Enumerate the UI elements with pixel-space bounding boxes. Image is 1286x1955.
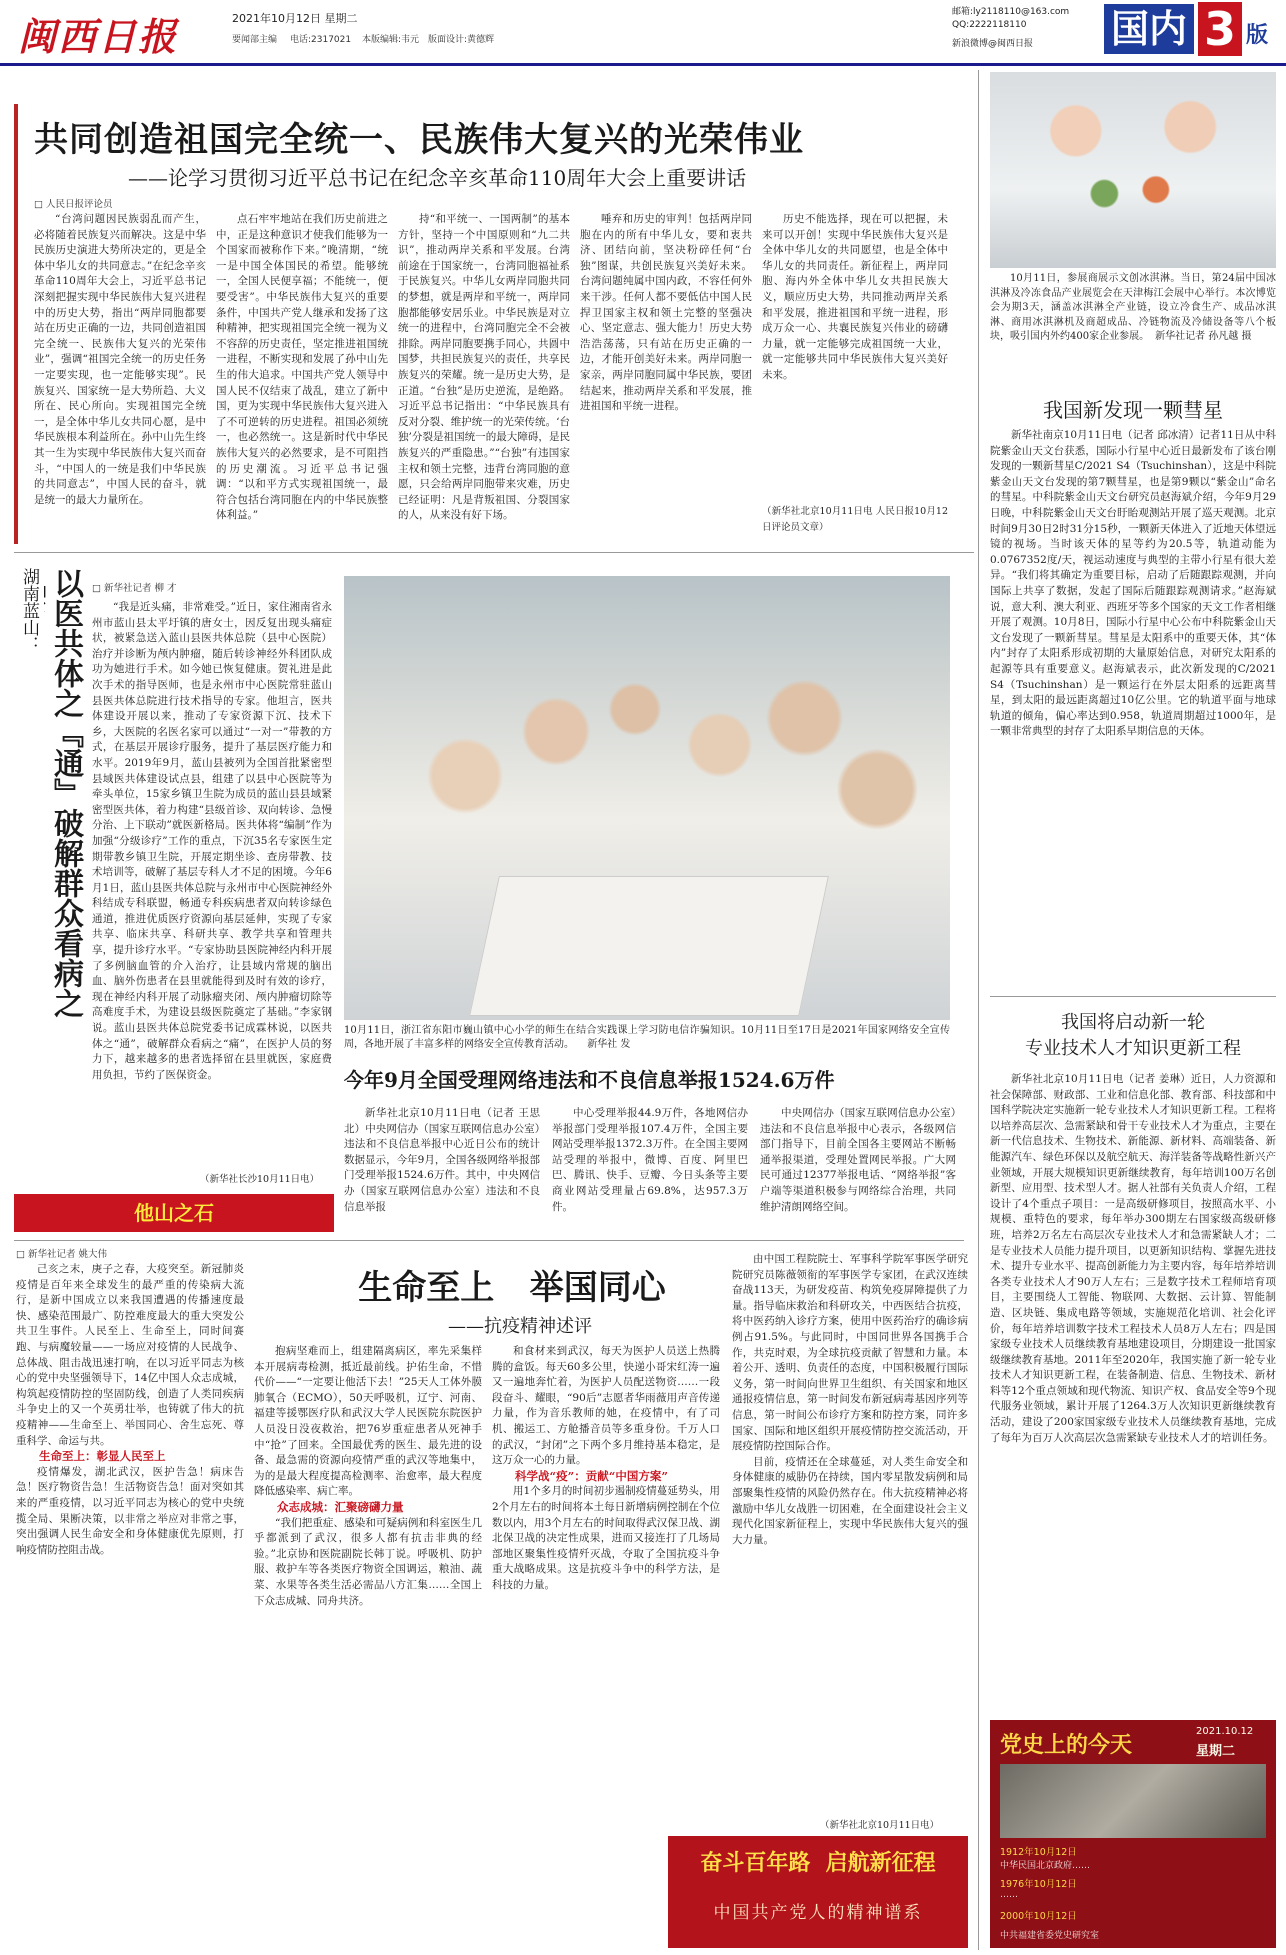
essay-col-4a: 由中国工程院院士、军事科学院军事医学研究院研究员陈薇领衔的军事医学专家团，在武汉连续奋战113天，为研发疫苗、构筑免疫屏障提供了力量。指导临床救治和科研攻关，中西医结合抗疫，将中医药纳入诊疗方案，使用中医药治疗的确诊病例占91.5%。与此同时，中国同世界各国携手合作，共克时艰，为全球抗疫贡献了智慧和力量。本着公开、透明、负责任的态度，中国积极履行国际义务，第一时间向世界卫生组织、有关国家和地区通报疫情信息，第一时间发布新冠病毒基因序列等信息，第一时间公布诊疗方案和防控方案，同许多国家、国际和地区组织开展疫情防控交流活动，开展疫情防控国际合作。 (732, 1253, 968, 1453)
essay-subtitle: ——抗疫精神述评 (448, 1316, 592, 1337)
essay-byline: □ 新华社记者 姚大伟 (16, 1249, 108, 1260)
photo-caption-text: 10月11日，浙江省东阳市巍山镇中心小学的师生在结合实践课上学习防电信诈骗知识。10月11日至17日是2021年国家网络安全宣传周，各地开展了丰富多样的网络安全宣传教育活动。 (344, 1025, 950, 1050)
page-number: 3 (1198, 2, 1242, 56)
lead-col-3 (398, 212, 570, 542)
essay-col-2b: “我们把重症、感染和可疑病例和科室医生几乎都派到了武汉，很多人都有抗击非典的经验。”北京协和医院副院长韩丁说。呼吸机、防护服、救护车等各类医疗物资全国调运，粮油、蔬菜、水果等各类生活必需品八方汇集……全国上下众志成城、同舟共济。 (254, 1516, 482, 1607)
party-history-item-3: 2000年10月12日 (1000, 1911, 1077, 1922)
party-history-item-1: 1912年10月12日 (1000, 1847, 1077, 1858)
essay-sub-3: 科学战“疫”：贡献“中国方案” (515, 1468, 668, 1483)
report-col-2-text: 中心受理举报44.9万件，各地网信办举报部门受理举报107.4万件，全国主要网站受理举报1372.3万件。在全国主要网站受理的举报中，微博、百度、阿里巴巴、腾讯、快手、豆瓣、今日头条等主要商业网站受理量占69.8%，达957.3万件。 (552, 1107, 748, 1213)
main-photo (344, 576, 950, 1020)
other-story-banner-text: 他山之石 (134, 1201, 214, 1225)
editor-2: 电话:2317021 (290, 35, 352, 45)
vertical-kicker: 湖南蓝山： (19, 568, 39, 653)
essay-col-1 (16, 1262, 244, 1948)
essay-source: （新华社北京10月11日电） (820, 1820, 940, 1831)
photo-credit: 新华社 发 (587, 1039, 631, 1050)
party-history-item-2-text: …… (1000, 1890, 1018, 1900)
bottom-ad-line-2: 中国共产党人的精神谱系 (713, 1903, 923, 1923)
comet-title: 我国新发现一颗彗星 (1043, 398, 1223, 422)
essay-col-3a: 和食材来到武汉，每天为医护人员送上热腾腾的盒饭。每天60多公里，快递小哥宋红涛一遍又一遍地奔忙着，为医护人员配送物资……一段段奋斗、耀眼，“90后”志愿者华雨薇用声音传递力量，作为音乐教师的她，在疫情中，有了司机、搬运工、方舱播音员等多重身份。千万人口的武汉，“封闭”之下两个多月维持基本稳定，是这万众一心的力量。 (492, 1345, 720, 1467)
essay-col-1a: 己亥之末，庚子之春，大疫突至。新冠肺炎疫情是百年来全球发生的最严重的传染病大流行，是新中国成立以来我国遭遇的传播速度最快、感染范围最广、防控难度最大的重大突发公共卫生事件。人民至上、生命至上，同时间赛跑、与病魔较量——一场应对疫情的人民战争、总体战、阻击战迅速打响，在以习近平同志为核心的党中央坚强领导下，14亿中国人众志成城，构筑起疫情防控的坚固防线，创造了人类同疾病斗争史上的又一个英勇壮举，也铸就了伟大的抗疫精神——生命至上、举国同心、舍生忘死、尊重科学、命运与共。 (16, 1263, 244, 1447)
lead-article (14, 104, 974, 544)
divider-lead (14, 552, 974, 553)
party-history-weekday: 星期二 (1196, 1744, 1236, 1759)
newspaper-logo: 闽西日报 (18, 14, 179, 56)
essay-col-2 (254, 1344, 482, 1948)
essay-col-1b: 疫情爆发，湖北武汉，医护告急！病床告急！医疗物资告急！生活物资告急！面对突如其来的严重疫情，以习近平同志为核心的党中央统揽全局、果断决策，以非常之举应对非常之事，突出强调人民生命安全和身体健康优先原则，打响疫情防控阻击战。 (16, 1465, 244, 1556)
party-history-photo (1000, 1764, 1266, 1838)
essay-title: 生命至上 举国同心 (358, 1268, 666, 1308)
party-history-title: 党史上的今天 (1000, 1732, 1133, 1758)
essay-sub-2: 众志成城：汇聚磅礴力量 (277, 1499, 404, 1514)
photo-poster-board (469, 876, 829, 1016)
vertical-body (92, 600, 332, 1170)
essay-col-4b: 目前，疫情还在全球蔓延，对人类生命安全和身体健康的威胁仍在持续，国内零星散发病例和局部聚集性疫情的风险仍然存在。伟大抗疫精神必将激励中华儿女战胜一切困难，在全面建设社会主义现代化国家新征程上，实现中华民族伟大复兴的强大力量。 (732, 1455, 968, 1546)
photo-icecream-scene (990, 72, 1276, 268)
divider-right-1 (990, 996, 1276, 997)
lead-col-3-text: 持“和平统一、一国两制”的基本方针，坚持一个中国原则和“九二共识”，推动两岸关系和平发展。台湾前途在于国家统一，台湾同胞福祉系于民族复兴。中华儿女两岸同胞共同的梦想，就是两岸和平统一，两岸同胞都能够安居乐业。中华民族是对立统一的进程中，台湾同胞完全不会被排除。两岸同胞要携手同心，共圆中国梦，共担民族复兴的责任，共享民族复兴的荣耀。统一是历史大势，是正道。“台独”是历史逆流，是绝路。习近平总书记指出：“中华民族具有反对分裂、维护统一的光荣传统。‘台独’分裂是祖国统一的最大障碍，是民族复兴的严重隐患。”“台独”有违国家主权和领土完整，违背台湾同胞的意愿，只会给两岸同胞带来灾难，历史已经证明：凡是背叛祖国、分裂国家的人，从来没有好下场。 (398, 213, 570, 522)
report-title: 今年9月全国受理网络违法和不良信息举报1524.6万件 (344, 1068, 835, 1092)
report-col-1-text: 新华社北京10月11日电（记者 王思北）中央网信办（国家互联网信息办公室）违法和不良信息举报中心近日公布的统计数据显示，今年9月，全国各级网络举报部门受理举报1524.6万件。其中，中央网信办（国家互联网信息办公室）违法和不良信息举报 (344, 1107, 540, 1213)
comet-body (990, 428, 1276, 988)
right-top-caption-text: 10月11日，参展商展示文创冰淇淋。当日，第24届中国冰淇淋及冷冻食品产业展览会在天津梅江会展中心举行。本次博览会为期3天，涵盖冰淇淋全产业链，设立冷食生产、成品冰淇淋、商用冰淇淋机及商超成品、冷链物流及冷储设备等八个板块，吸引国内外约400家企业参展。 新华社记者 孙凡越 摄 (990, 273, 1276, 342)
party-history-footer: 中共福建省委党史研究室 (1000, 1931, 1100, 1941)
lead-col-2 (216, 212, 388, 542)
essay-col-4 (732, 1252, 968, 1812)
section-name: 国内 (1104, 4, 1194, 54)
vertical-body-text: “我是近头痛，非常难受。”近日，家住湘南省永州市蓝山县太平圩镇的唐女士，因反复出现头痛症状，被紧急送入蓝山县医共体总院（县中心医院）治疗并诊断为颅内肿瘤，随后转诊神经外科团队成功为她进行手术。如今她已恢复健康。贺礼进是此次手术的指导医师，也是永州市中心医院常驻蓝山县医共体总院进行技术指导的专家。他坦言，医共体建设开展以来，推动了专家资源下沉、技术下乡，大医院的名医名家可以通过“一对一”带教的方式，在基层开展诊疗服务，提升了基层医疗能力和水平。2019年9月，蓝山县被列为全国首批紧密型县域医共体建设试点县，组建了以县中心医院等为牵头单位，15家乡镇卫生院为成员的蓝山县县域紧密型医共体，着力构建“县级首诊、双向转诊、急慢分治、上下联动”就医新格局。医共体将“编制”作为加强“分级诊疗”工作的重点，下沉35名专家医生定期带教乡镇卫生院，开展定期坐诊、查房带教、技术培训等，破解了基层专科人才不足的困境。今年6月1日，蓝山县医共体总院与永州市中心医院神经外科结成专科联盟，畅通专科疾病患者双向转诊绿色通道，推进优质医疗资源向基层延伸，实现了专家共享、临床共享、科研共享、教学共享和管理共享，提升诊疗水平。“专家协助县医院神经内科开展了多例脑血管的介入治疗，让县域内常规的脑出血、脑外伤患者在县里就能得到及时有效的诊疗，现在神经内科开展了动脉瘤夹闭、颅内肿瘤切除等高难度手术，为建设县级医院奠定了基础。”李家钢说。蓝山县医共体总院党委书记成霖林说，以医共体之“通”，破解群众看病之“痛”，在医护人员的努力下，越来越多的患者选择留在县里就医，家庭费用负担，节约了医保资金。 (92, 601, 332, 1081)
essay-col-3 (492, 1344, 720, 1804)
lead-byline: □ 人民日报评论员 (34, 199, 113, 210)
divider-mid (14, 1240, 964, 1241)
lead-col-1 (34, 212, 206, 542)
photo-caption (344, 1024, 950, 1052)
comet-body-text: 新华社南京10月11日电（记者 邱冰清）记者11日从中科院紫金山天文台获悉，国际小行星中心近日最新发布了该台刚发现的一颗新彗星C/2021 S4（Tsuchinshan），这是中科院紫金山天文台发现的第7颗彗星，也是第9颗以“紫金山”命名的彗星。中科院紫金山天文台研究员赵海斌介绍，今年9月29日晚，中科院紫金山天文台盱眙观测站开展了巡天观测。北京时间9月30日2时31分15秒，一颗新天体进入了近地天体望远镜的视场。当时该天体的星等约为20.5等，轨道动能为0.0767352度/天，视运动速度与典型的主带小行星有很大差异。“我们将其确定为重要目标，启动了后随跟踪观测，并向国际上共享了数据，发起了国际后随跟踪观测请求。”赵海斌说，意大利、澳大利亚、西班牙等多个国家的天文工作者相继开展了观测。10月8日，国际小行星中心公布中科院紫金山天文台发现了一颗新彗星。彗星是太阳系中的重要天体，其“体内”封存了太阳系形成初期的大量原始信息，对研究太阳系的起源等具有重要意义。赵海斌表示，此次新发现的C/2021 S4（Tsuchinshan）是一颗运行在外层太阳系的远距离彗星，到太阳的最远距离超过10亿公里。它的轨道平面与地球轨道的倾角，偏心率达到0.958，轨道周期超过1000年，是一颗非常典型的封存了太阳系早期信息的天体。 (990, 429, 1276, 738)
lead-source: （新华社北京10月11日电 人民日报10月12日评论员文章） (762, 506, 948, 533)
talent-title-2: 专业技术人才知识更新工程 (1025, 1038, 1241, 1059)
divider-right (978, 70, 979, 1950)
contact-mail: 邮箱:ly2118110@163.com (952, 7, 1070, 17)
editor-3: 本版编辑:韦元 (362, 35, 420, 45)
report-col-1 (344, 1106, 540, 1236)
page-suffix: 版 (1246, 23, 1269, 48)
essay-sub-1: 生命至上：彰显人民至上 (39, 1449, 166, 1464)
editor-4: 版面设计:黄德辉 (428, 35, 495, 45)
bottom-ad-line-1: 奋斗百年路 启航新征程 (700, 1850, 936, 1876)
lead-col-5-text: 历史不能选择，现在可以把握，未来可以开创！实现中华民族伟大复兴是全体中华儿女的共同愿望，也是全体中华儿女的共同责任。新征程上，两岸同胞、海内外全体中华儿女共担民族大义，顺应历史大势，共同推动两岸关系和平发展，推进祖国和平统一进程，形成万众一心、共襄民族复兴伟业的磅礴力量，就一定能够完成祖国统一大业，就一定能够共同中华民族伟大复兴美好未来。 (762, 213, 948, 381)
lead-col-5 (762, 212, 948, 502)
lead-col-1-text: “台湾问题因民族弱乱而产生，必将随着民族复兴而解决。这是中华民族历史演进大势所决定的，更是全体中华儿女的共同意志。”在纪念辛亥革命110周年大会上，习近平总书记深刻把握实现中华民族伟大复兴进程中的历史大势，指出“两岸同胞都要站在历史正确的一边，共同创造祖国完全统一、民族伟大复兴的光荣伟业”，强调“祖国完全统一的历史任务一定要实现，也一定能够实现”。民族复兴、国家统一是大势所趋、大义所在、民心所向。实现祖国完全统一，是全体中华儿女共同心愿，是中华民族根本利益所在。孙中山先生终其一生为实现中华民族伟大复兴而奋斗，“中国人的一统是我们中华民族的共同意志”，中国人民的奋斗，就是统一的最大力量所在。 (34, 213, 206, 506)
issue-date: 2021年10月12日 星期二 (232, 12, 358, 25)
contact-weibo: 新浪微博@闽西日报 (952, 39, 1034, 49)
lead-title: 共同创造祖国完全统一、民族伟大复兴的光荣伟业 (34, 120, 804, 160)
report-col-3-text: 中央网信办（国家互联网信息办公室）违法和不良信息举报中心表示，各级网信部门指导下，目前全国各主要网站不断畅通举报渠道，受理处置网民举报。广大网民可通过12377举报电话、“网络举报”客户端等渠道积极参与网络综合治理，共同维护清朗网络空间。 (760, 1107, 956, 1213)
talent-body (990, 1072, 1276, 1712)
lead-col-2-text: 点石牢牢地站在我们历史前进之中，正是这种意识才使我们能够为一个国家而被称作下来。”晚清期，“统一是中国全体国民的希望。能够统一，全国人民便享福；不能统一，便要受害”。中华民族伟大复兴的重要条件，中国共产党人继承和发扬了这种精神，把实现祖国完全统一视为义不容辞的历史责任，坚定推进祖国统一进程，不断实现和发展了孙中山先生的伟大追求。中国共产党人领导中国人民不仅结束了战乱，建立了新中国，更为实现中华民族伟大复兴进入了不可逆转的历史进程。祖国必须统一，也必然统一。这是新时代中华民族伟大复兴的必然要求，是不可阻挡的历史潮流。习近平总书记强调：“以和平方式实现祖国统一，最符合包括台湾同胞在内的中华民族整体利益。” (216, 213, 388, 522)
talent-body-text: 新华社北京10月11日电（记者 姜琳）近日，人力资源和社会保障部、财政部、工业和信息化部、教育部、科技部和中国科学院决定实施新一轮专业技术人才知识更新工程。工程将以培养高层次、急需紧缺和骨干专业技术人才为重点，主要在新一代信息技术、生物技术、新能源、新材料、高端装备、新能源汽车、绿色环保以及航空航天、海洋装备等战略性新兴产业领域，开展大规模知识更新继续教育，每年培训100万名创新型、应用型、技术型人才。据人社部有关负责人介绍，工程设计了4个重点子项目：一是高级研修项目，按照高水平、小规模、重特色的要求，每年举办300期左右国家级高级研修班，培养2万名左右高层次专业技术人才和急需紧缺人才；二是专业技术人员能力提升项目，以更新知识结构、掌握先进技术、提升专业水平、提高创新能力为主要内容，每年培养培训各类专业技术人才90万人左右；三是数字技术工程师培育项目，主要围绕人工智能、物联网、大数据、云计算、智能制造、区块链、集成电路等领域，实施规范化培训、社会化评价，每年培养培训数字技术工程技术人员8万人左右；四是国家级专业技术人员继续教育基地建设项目，分期建设一批国家级继续教育基地。2011年至2020年，我国实施了新一轮专业技术人才知识更新工程，在装备制造、信息、生物技术、新材料等12个重点领域和现代物流、知识产权、食品安全等9个现代服务业领域，累计开展了1264.3万人次知识更新继续教育活动，建设了200家国家级专业技术人员继续教育基地，完成了每年为百万人次高层次急需紧缺专业技术人才的培训任务。 (990, 1073, 1276, 1444)
party-history-ad (990, 1720, 1276, 1948)
report-col-2 (552, 1106, 748, 1236)
right-top-caption (990, 272, 1276, 382)
vertical-byline: □ 新华社记者 柳 才 (92, 583, 177, 594)
bottom-ad-box (668, 1836, 968, 1948)
vertical-title: 以医共体之『通』破解群众看病之 (48, 568, 83, 1018)
vertical-source: （新华社长沙10月11日电） (200, 1174, 320, 1185)
right-top-photo (990, 72, 1276, 268)
editor-1: 要闻部主编 (232, 35, 278, 45)
essay-col-3b: 用1个多月的时间初步遏制疫情蔓延势头，用2个月左右的时间将本土每日新增病例控制在个位数以内，用3个月左右的时间取得武汉保卫战、湖北保卫战的决定性成果，进而又接连打了几场局部地区聚集性疫情歼灭战，夺取了全国抗疫斗争重大战略成果。这是抗疫斗争中的科学方法，是科技的力量。 (492, 1485, 720, 1591)
lead-subtitle: ——论学习贯彻习近平总书记在纪念辛亥革命110周年大会上重要讲话 (128, 166, 747, 190)
talent-title-1: 我国将启动新一轮 (1061, 1012, 1205, 1033)
essay-col-2a: 抱病坚难而上，组建隔离病区，率先采集样本开展病毒检测，抵近最前线。护佑生命，不惜代价——“一定要让他活下去！”25天人工体外膜肺氧合（ECMO），50天呼吸机，辽宁、河南、福建等援鄂医疗队和武汉大学人民医院东院医护人员没日没夜救治，把76岁重症患者从死神手中“抢”了回来。全国最优秀的医生、最先进的设备、最急需的资源向疫情严重的武汉等地集中，为的是最大程度提高检测率、治愈率，最大程度降低感染率、病亡率。 (254, 1345, 482, 1498)
party-history-item-2: 1976年10月12日 (1000, 1879, 1077, 1890)
party-history-date: 2021.10.12 (1196, 1726, 1254, 1737)
lead-col-4 (580, 212, 752, 542)
other-story-banner (14, 1194, 334, 1232)
report-col-3 (760, 1106, 956, 1236)
lead-col-4-text: 唾弃和历史的审判！包括两岸同胞在内的所有中华儿女，要和衷共济、团结向前，坚决粉碎任何“台独”图谋，共创民族复兴美好未来。台湾问题纯属中国内政，不容任何外来干涉。任何人都不要低估中国人民捍卫国家主权和领土完整的坚强决心、坚定意志、强大能力！历史大势浩浩荡荡，只有站在历史正确的一边，才能开创美好未来。两岸同胞一家亲，两岸同胞同属中华民族，要团结起来，推动两岸关系和平发展，推进祖国和平统一进程。 (580, 213, 752, 413)
party-history-item-1-text: 中华民国北京政府…… (1000, 1861, 1091, 1871)
contact-qq: QQ:2222118110 (952, 20, 1027, 30)
masthead (0, 0, 1286, 66)
